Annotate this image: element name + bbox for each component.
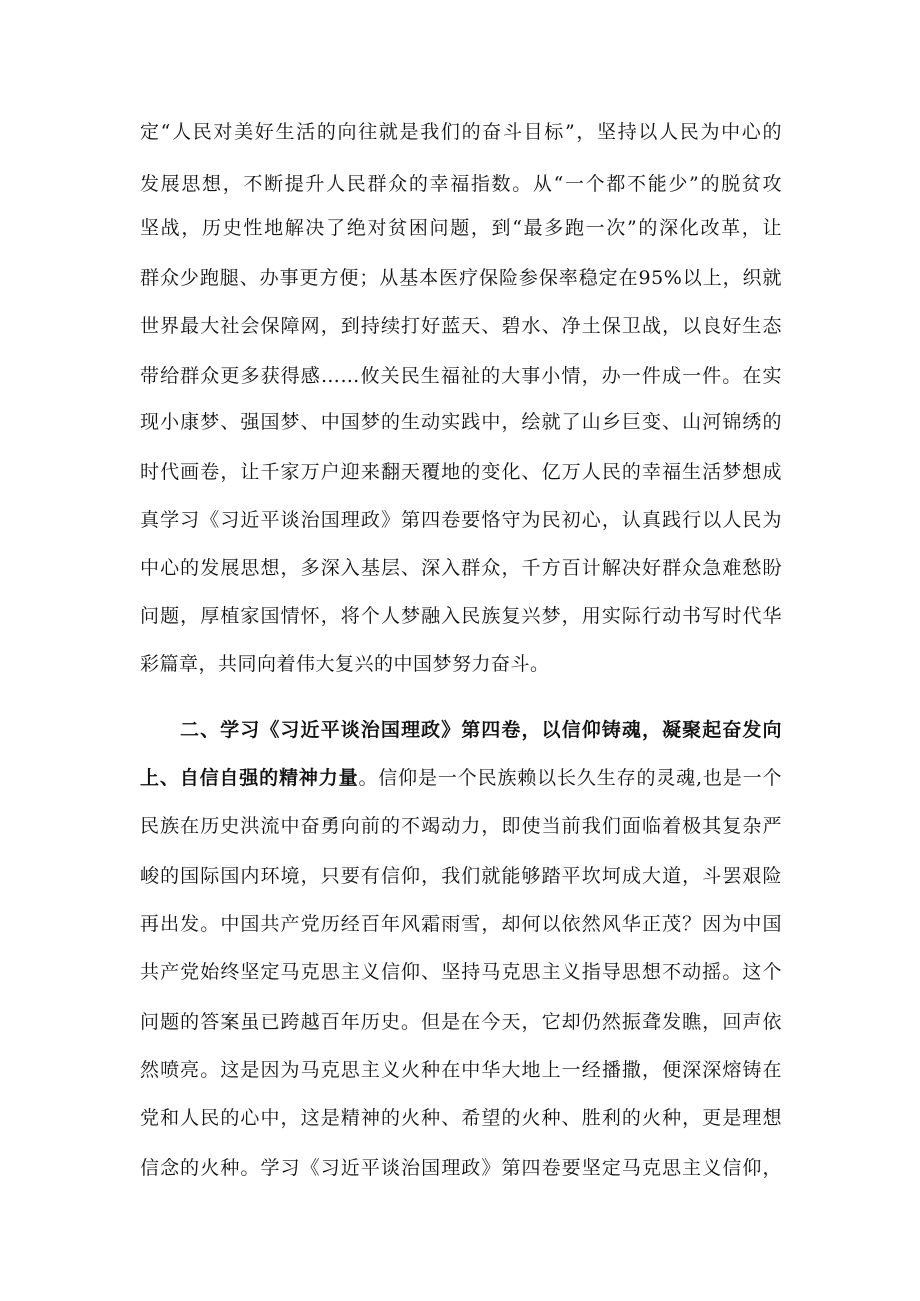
text-line: 坚战，历史性地解决了绝对贫困问题，到“最多跑一次”的深化改革，让 (140, 217, 782, 239)
section-heading-end: 上、自信自强的精神力量 (140, 767, 359, 789)
text-line: 时代画卷，让千家万户迎来翻天覆地的变化、亿万人民的幸福生活梦想成 (140, 461, 782, 483)
section-heading: 二、学习《习近平谈治国理政》第四卷，以信仰铸魂，凝聚起奋发向 (180, 719, 782, 741)
text-line: 群众少跑腿、办事更方便；从基本医疗保险参保率稳定在95%以上，织就 (140, 267, 782, 289)
text-line: 党和人民的心中，这是精神的火种、希望的火种、胜利的火种，更是理想 (140, 1107, 782, 1129)
text-line: 然喷亮。这是因为马克思主义火种在中华大地上一经播撒，便深深熔铸在 (140, 1059, 782, 1081)
text-line: 信念的火种。学习《习近平谈治国理政》第四卷要坚定马克思主义信仰， (140, 1157, 782, 1179)
text-line: 现小康梦、强国梦、中国梦的生动实践中，绘就了山乡巨变、山河锦绣的 (140, 411, 782, 433)
text-line: 定“人民对美好生活的向往就是我们的奋斗目标”，坚持以人民为中心的 (140, 121, 782, 143)
text-line: 发展思想，不断提升人民群众的幸福指数。从“一个都不能少”的脱贫攻 (140, 173, 782, 195)
text-line: 共产党始终坚定马克思主义信仰、坚持马克思主义指导思想不动摇。这个 (140, 961, 782, 983)
text-line: 中心的发展思想，多深入基层、深入群众，千方百计解决好群众急难愁盼 (140, 557, 782, 579)
text-run: 。信仰是一个民族赖以长久生存的灵魂,也是一个 (358, 767, 782, 789)
text-line: 问题的答案虽已跨越百年历史。但是在今天，它却仍然振聋发瞧，回声依 (140, 1011, 782, 1033)
text-line: 民族在历史洪流中奋勇向前的不竭动力，即使当前我们面临着极其复杂严 (140, 815, 782, 837)
section-heading-continuation (140, 766, 782, 790)
text-line: 再出发。中国共产党历经百年风霜雨雪，却何以依然风华正茂？因为中国 (140, 913, 782, 935)
text-line: 彩篇章，共同向着伟大复兴的中国梦努力奋斗。 (140, 653, 550, 675)
text-line: 问题，厚植家国情怀，将个人梦融入民族复兴梦，用实际行动书写时代华 (140, 605, 782, 627)
text-line: 峻的国际国内环境，只要有信仰，我们就能够踏平坎坷成大道，斗罢艰险 (140, 865, 782, 887)
text-line: 真学习《习近平谈治国理政》第四卷要恪守为民初心，认真践行以人民为 (140, 509, 782, 531)
text-line: 世界最大社会保障网，到持续打好蓝天、碧水、净土保卫战，以良好生态 (140, 315, 782, 337)
text-line: 带给群众更多获得感……攸关民生福祉的大事小情，办一件成一件。在实 (140, 365, 782, 387)
